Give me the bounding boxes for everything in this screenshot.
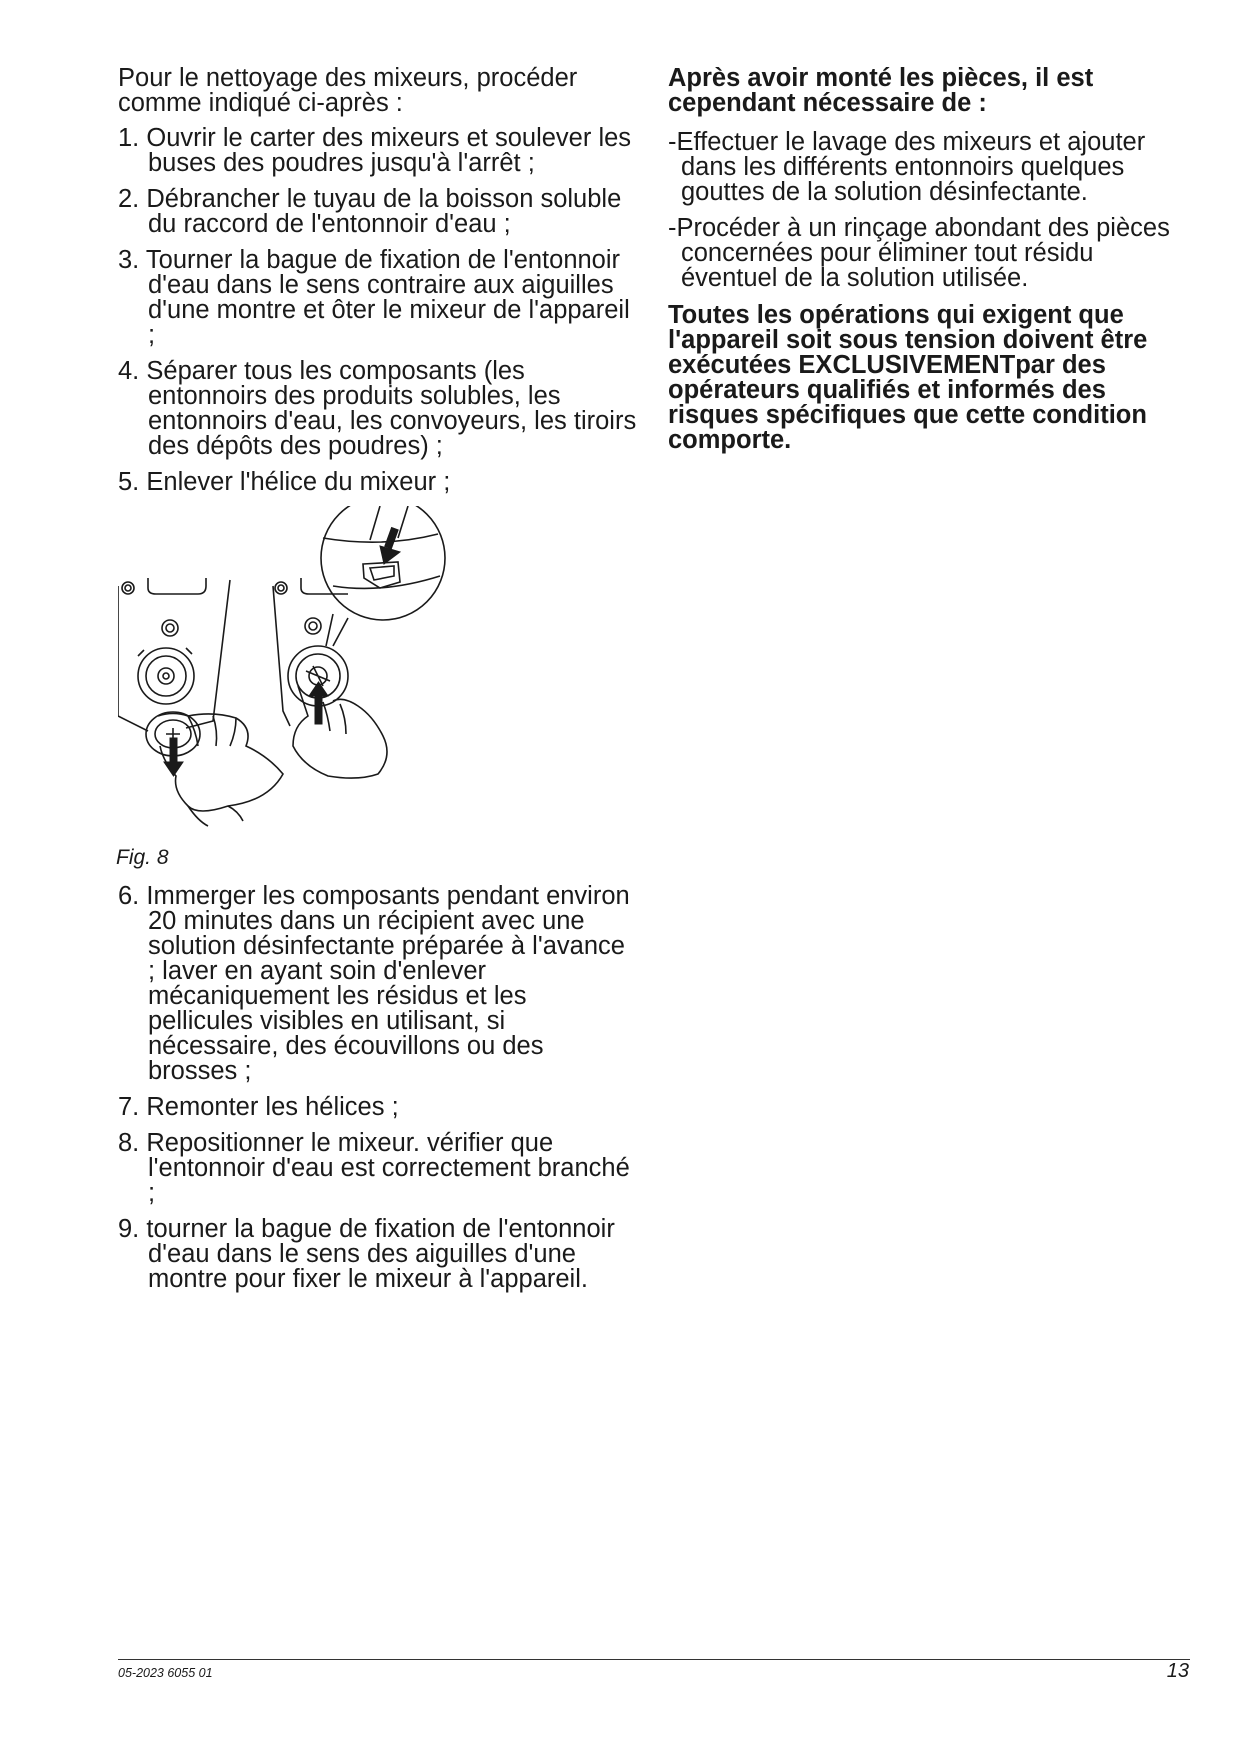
step-item xyxy=(118,1131,638,1206)
step-number: 9. xyxy=(118,1215,140,1243)
bullet-marker: - xyxy=(668,214,677,242)
bullet-list xyxy=(668,130,1188,291)
step-text: Enlever l'hélice du mixeur ; xyxy=(146,468,451,496)
left-column xyxy=(118,66,638,1292)
step-text: Tourner la bague de fixation de l'entonnoir d'eau dans le sens contraire aux aiguilles d'une montre et ôter le mixeur de l'appareil ; xyxy=(145,246,630,349)
step-text: tourner la bague de fixation de l'entonnoir d'eau dans le sens des aiguilles d'une montre pour fixer le mixeur à l'appareil. xyxy=(146,1215,615,1293)
step-number: 8. xyxy=(118,1129,140,1157)
document-code: 05-2023 6055 01 xyxy=(118,1666,213,1680)
step-item xyxy=(118,126,638,176)
bullet-text: Procéder à un rinçage abondant des pièces concernées pour éliminer tout résidu éventuel de la solution utilisée. xyxy=(676,214,1170,292)
mixer-assembly-right xyxy=(273,578,387,778)
step-text: Ouvrir le carter des mixeurs et soulever les buses des poudres jusqu'à l'arrêt ; xyxy=(146,124,632,177)
arrow-down-icon xyxy=(164,738,183,776)
bullet-text: Effectuer le lavage des mixeurs et ajouter dans les différents entonnoirs quelques gouttes de la solution désinfectante. xyxy=(676,128,1146,206)
step-text: Remonter les hélices ; xyxy=(146,1093,399,1121)
step-item xyxy=(118,470,638,495)
arrow-up-icon xyxy=(309,682,328,724)
step-number: 5. xyxy=(118,468,140,496)
mixer-illustration-svg xyxy=(118,506,638,846)
figure-8-illustration xyxy=(118,506,638,846)
step-item xyxy=(118,187,638,237)
section-heading: Après avoir monté les pièces, il est cependant nécessaire de : xyxy=(668,64,1094,117)
step-text: Débrancher le tuyau de la boisson soluble du raccord de l'entonnoir d'eau ; xyxy=(146,185,622,238)
magnifier-detail xyxy=(321,506,445,646)
step-number: 3. xyxy=(118,246,140,274)
step-item xyxy=(118,359,638,459)
intro-text: Pour le nettoyage des mixeurs, procéder comme indiqué ci-après : xyxy=(118,64,578,117)
mixer-assembly-left xyxy=(118,578,283,826)
step-number: 7. xyxy=(118,1093,140,1121)
step-number: 6. xyxy=(118,882,140,910)
step-number: 1. xyxy=(118,124,140,152)
bullet-item xyxy=(668,216,1188,291)
steps-list-2 xyxy=(118,884,638,1292)
footer-divider xyxy=(118,1659,1190,1660)
page-number: 13 xyxy=(1166,1660,1189,1682)
step-item xyxy=(118,1095,638,1120)
arrow-down-icon xyxy=(380,528,400,564)
step-number: 4. xyxy=(118,357,140,385)
step-item xyxy=(118,248,638,348)
step-text: Repositionner le mixeur. vérifier que l'entonnoir d'eau est correctement branché ; xyxy=(146,1129,630,1207)
steps-list-1 xyxy=(118,126,638,495)
bullet-item xyxy=(668,130,1188,205)
step-number: 2. xyxy=(118,185,140,213)
step-text: Séparer tous les composants (les entonnoirs des produits solubles, les entonnoirs d'eau, les convoyeurs, les tiroirs des dépôts des poudres) ; xyxy=(146,357,637,460)
right-column xyxy=(668,66,1188,453)
step-item xyxy=(118,884,638,1084)
safety-warning: Toutes les opérations qui exigent que l'appareil soit sous tension doivent être exécutées EXCLUSIVEMENTpar des opérateurs qualifiés et informés des risques spécifiques que cette condition comporte. xyxy=(668,301,1148,454)
step-text: Immerger les composants pendant environ 20 minutes dans un récipient avec une solution désinfectante préparée à l'avance ; laver en ayant soin d'enlever mécaniquement les résidus et les pellicules visibles en utilisant, si nécessaire, des écouvillons ou des brosses ; xyxy=(146,882,630,1085)
step-item xyxy=(118,1217,638,1292)
figure-caption: Fig. 8 xyxy=(116,846,169,869)
bullet-marker: - xyxy=(668,128,677,156)
